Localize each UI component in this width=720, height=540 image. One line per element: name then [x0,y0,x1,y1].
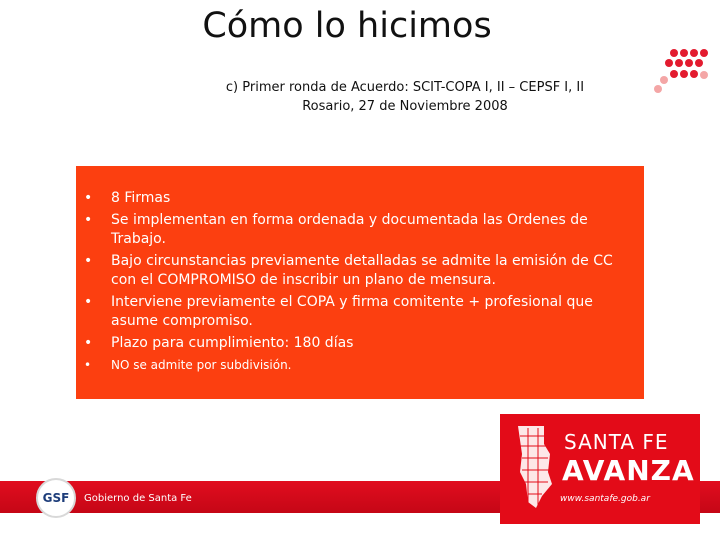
list-item [84,189,636,208]
province-map-icon [514,424,554,510]
santa-fe-text: SANTA FE [564,430,669,454]
bullet-icon: • [84,358,92,372]
bullet-icon: • [84,190,93,206]
list-item [84,356,636,375]
decorative-dots-icon [652,48,712,98]
list-item-text: Plazo para cumplimiento: 180 días [111,335,354,351]
list-item [84,293,636,331]
santa-fe-avanza-logo [500,414,700,524]
list-item [84,211,636,249]
bullet-icon: • [84,253,93,269]
list-item-text: NO se admite por subdivisión. [111,358,292,372]
subtitle-line-2: Rosario, 27 de Noviembre 2008 [302,99,508,114]
bullet-list [84,189,636,378]
list-item-text: Bajo circunstancias previamente detalladas se admite la emisión de CC con el COMPROMISO de inscribir un plano de mensura. [111,253,613,288]
list-item-text: 8 Firmas [111,190,171,206]
content-panel [76,166,644,399]
gsf-label: Gobierno de Santa Fe [84,492,192,504]
subtitle-line-1: c) Primer ronda de Acuerdo: SCIT-COPA I, II – CEPSF I, II [225,80,585,95]
gsf-brand [36,474,192,522]
subtitle [190,78,620,116]
list-item-text: Se implementan en forma ordenada y documentada las Ordenes de Trabajo. [111,212,588,247]
list-item [84,252,636,290]
avanza-text: AVANZA [562,454,695,487]
bullet-icon: • [84,212,93,228]
bullet-icon: • [84,294,93,310]
list-item-text: Interviene previamente el COPA y firma comitente + profesional que asume compromiso. [111,294,593,329]
page-title: Cómo lo hicimos [202,6,492,46]
list-item [84,334,636,353]
bullet-icon: • [84,335,93,351]
website-url: www.santafe.gob.ar [560,494,650,504]
gsf-logo: GSF [36,478,76,518]
